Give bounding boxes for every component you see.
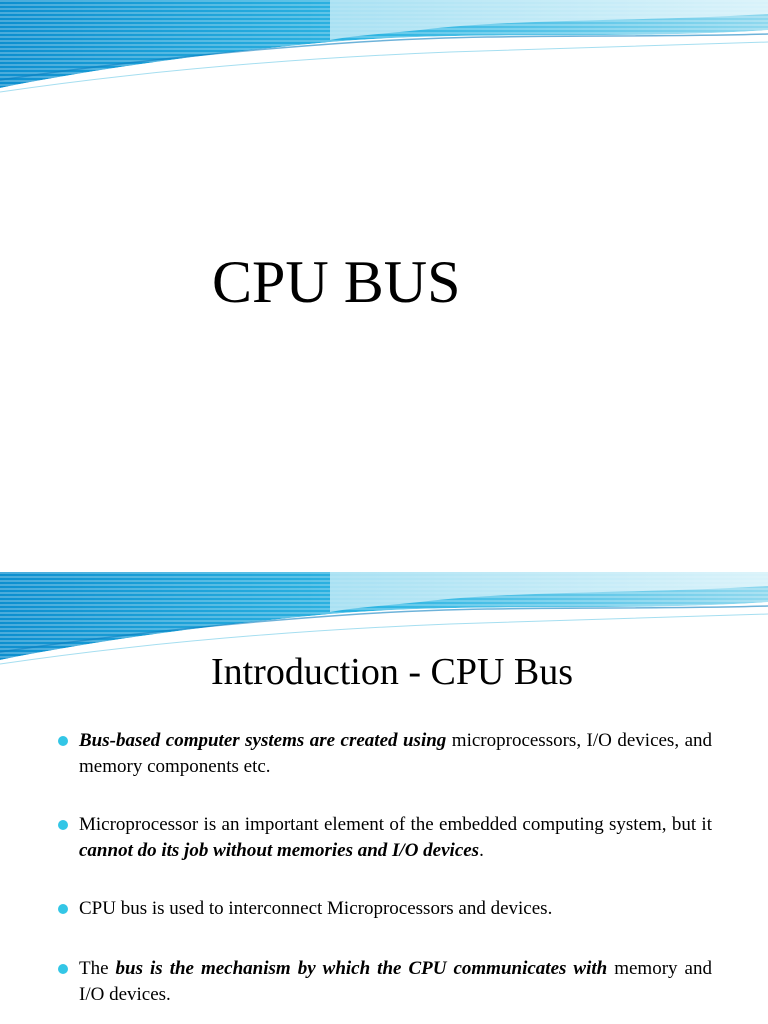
wave-header-decoration xyxy=(0,0,768,95)
bullet-emphasis: cannot do its job without memories and I/O devices xyxy=(79,840,480,861)
bullet-item xyxy=(0,812,768,864)
bullet-dot-icon xyxy=(58,736,68,746)
bullet-emphasis: bus is the mechanism by which the CPU communicates with xyxy=(115,958,608,979)
bullet-item xyxy=(0,956,768,1008)
bullet-emphasis: Bus-based computer systems are created using xyxy=(79,730,447,751)
slide-title: Introduction - CPU Bus xyxy=(210,651,574,693)
bullet-text-lead: The xyxy=(79,958,116,979)
bullet-item xyxy=(0,728,768,780)
bullet-dot-icon xyxy=(58,964,68,974)
content-slide xyxy=(0,572,768,1024)
bullet-text: microprocessors, I/O devices, and memory components etc. xyxy=(79,730,712,777)
bullet-text: Microprocessor is an important element of the embedded computing system, but it xyxy=(79,814,712,835)
bullet-list xyxy=(0,728,768,1024)
bullet-item xyxy=(0,896,768,922)
slide-title: CPU BUS xyxy=(212,249,461,315)
bullet-text: CPU bus is used to interconnect Microprocessors and devices. xyxy=(79,898,553,919)
bullet-text-tail: . xyxy=(479,840,484,861)
bullet-dot-icon xyxy=(58,820,68,830)
bullet-text: memory and I/O devices. xyxy=(79,958,712,1005)
bullet-dot-icon xyxy=(58,904,68,914)
